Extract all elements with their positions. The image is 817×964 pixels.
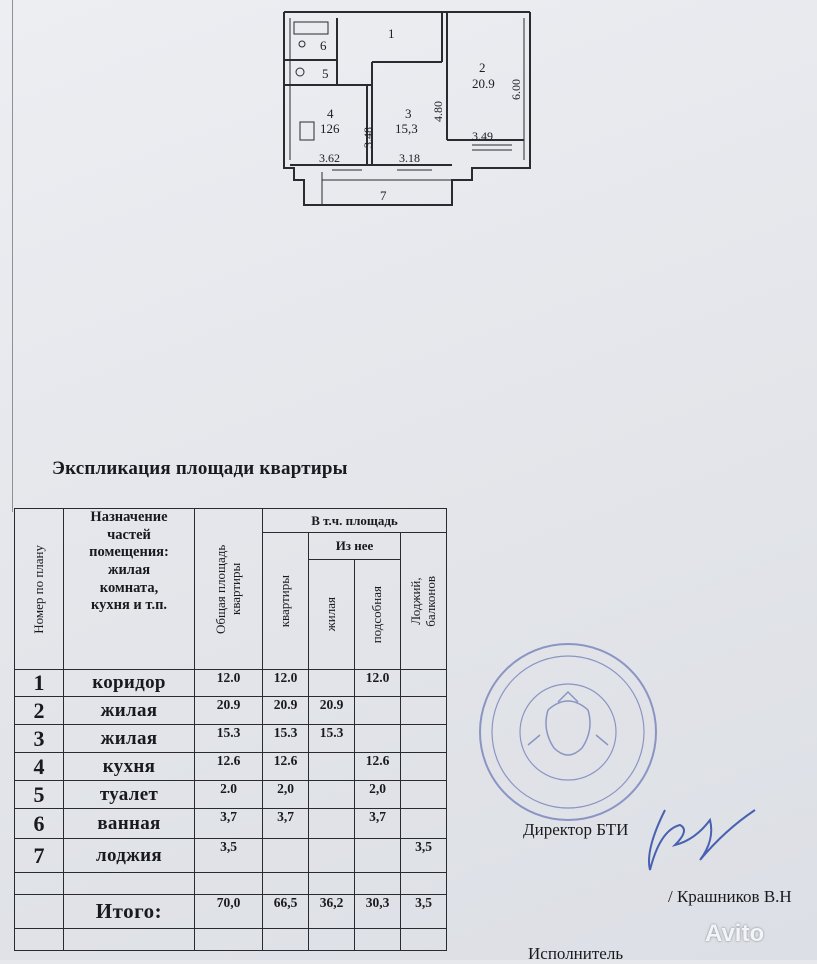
row-total: 3,7 [195, 809, 263, 839]
header-of-which: Из нее [309, 533, 401, 560]
row-auxiliary: 2,0 [355, 781, 401, 809]
table-row-empty [15, 873, 447, 895]
document-title: Экспликация площади квартиры [52, 458, 348, 479]
row-apartment: 12.6 [263, 753, 309, 781]
row-auxiliary: 12.0 [355, 670, 401, 697]
row-number: 5 [15, 781, 64, 809]
header-purpose-line: жилая [107, 562, 151, 579]
table-row [15, 839, 447, 873]
header-auxiliary [355, 560, 401, 670]
avito-watermark: Avito [705, 920, 765, 947]
row-auxiliary: 12.6 [355, 753, 401, 781]
table-row-totals [15, 895, 447, 929]
row-number: 1 [15, 670, 64, 697]
row-auxiliary [355, 725, 401, 753]
plan-room-1-label: 1 [388, 26, 395, 41]
table-row [15, 753, 447, 781]
plan-dim-3-49: 3.49 [472, 129, 493, 143]
row-living [309, 781, 355, 809]
row-name: жилая [64, 725, 195, 753]
row-loggia [401, 781, 447, 809]
signature [630, 800, 770, 880]
header-loggia-line: Лоджий, [407, 577, 423, 625]
row-auxiliary [355, 839, 401, 873]
row-apartment: 2,0 [263, 781, 309, 809]
row-apartment: 15.3 [263, 725, 309, 753]
table-row [15, 781, 447, 809]
header-loggia-line: балконов [422, 575, 438, 627]
totals-loggia: 3,5 [401, 895, 447, 929]
row-living [309, 809, 355, 839]
row-loggia [401, 697, 447, 725]
table-row [15, 725, 447, 753]
row-loggia [401, 725, 447, 753]
row-name: кухня [64, 753, 195, 781]
header-purpose-line: Назначение [90, 509, 168, 525]
row-apartment: 12.0 [263, 670, 309, 697]
row-total: 15.3 [195, 725, 263, 753]
plan-room-2-area: 20.9 [472, 76, 495, 91]
row-name: жилая [64, 697, 195, 725]
row-living [309, 753, 355, 781]
header-purpose [64, 509, 195, 670]
row-apartment: 3,7 [263, 809, 309, 839]
plan-room-5-label: 5 [322, 66, 329, 81]
row-loggia: 3,5 [401, 839, 447, 873]
totals-number-cell [15, 895, 64, 929]
header-total-area [195, 509, 263, 670]
floor-plan-drawing [262, 0, 552, 215]
row-loggia [401, 753, 447, 781]
header-auxiliary-text: подсобная [369, 585, 385, 644]
row-apartment: 20.9 [263, 697, 309, 725]
plan-room-3-area: 15,3 [395, 121, 418, 136]
row-auxiliary: 3,7 [355, 809, 401, 839]
header-loggia [401, 533, 447, 670]
plan-room-4-area: 126 [320, 121, 340, 136]
plan-dim-4-80: 4.80 [431, 101, 445, 122]
row-name: коридор [64, 670, 195, 697]
row-living [309, 670, 355, 697]
totals-living: 36,2 [309, 895, 355, 929]
row-number: 7 [15, 839, 64, 873]
row-living: 20.9 [309, 697, 355, 725]
plan-room-6-label: 6 [320, 38, 327, 53]
header-incl: В т.ч. площадь [263, 509, 447, 533]
row-living: 15.3 [309, 725, 355, 753]
row-number: 2 [15, 697, 64, 725]
plan-room-2-label: 2 [479, 60, 486, 75]
header-purpose-line: частей [107, 526, 151, 543]
header-living-text: жилая [323, 597, 339, 632]
row-name: лоджия [64, 839, 195, 873]
row-number: 3 [15, 725, 64, 753]
director-label: Директор БТИ [523, 820, 629, 839]
row-total: 3,5 [195, 839, 263, 873]
explication-table [14, 508, 447, 951]
header-purpose-line: комната, [99, 579, 159, 596]
plan-room-3-label: 3 [405, 106, 412, 121]
plan-dim-3-62: 3.62 [319, 151, 340, 165]
header-apartment [263, 533, 309, 670]
header-loggia-text [409, 576, 439, 627]
row-total: 20.9 [195, 697, 263, 725]
row-number: 6 [15, 809, 64, 839]
row-loggia [401, 670, 447, 697]
plan-room-4-label: 4 [327, 106, 334, 121]
row-apartment [263, 839, 309, 873]
row-number: 4 [15, 753, 64, 781]
table-row [15, 809, 447, 839]
margin-line [12, 0, 13, 512]
header-living [309, 560, 355, 670]
row-total: 12.0 [195, 670, 263, 697]
header-purpose-line: кухня и т.п. [90, 597, 168, 614]
executor-label: Исполнитель [528, 944, 624, 963]
plan-dim-6-00: 6.00 [509, 79, 523, 100]
table-row [15, 697, 447, 725]
plan-dim-3-48: 3.48 [361, 127, 375, 148]
row-total: 12.6 [195, 753, 263, 781]
plan-dim-3-18: 3.18 [399, 151, 420, 165]
header-total-area-text: Общая площадь квартиры [212, 544, 243, 634]
header-number [15, 509, 64, 670]
header-apartment-text: квартиры [277, 574, 293, 628]
signer-name: / Крашников В.Н [668, 887, 792, 906]
plan-room-7-label: 7 [380, 188, 387, 203]
row-auxiliary [355, 697, 401, 725]
totals-apartment: 66,5 [263, 895, 309, 929]
totals-label: Итого: [64, 895, 195, 929]
row-total: 2.0 [195, 781, 263, 809]
row-living [309, 839, 355, 873]
table-row-empty [15, 929, 447, 951]
row-loggia [401, 809, 447, 839]
row-name: ванная [64, 809, 195, 839]
table-row [15, 670, 447, 697]
totals-auxiliary: 30,3 [355, 895, 401, 929]
totals-total: 70,0 [195, 895, 263, 929]
official-seal [470, 640, 665, 825]
header-number-text: Номер по плану [30, 544, 46, 634]
row-name: туалет [64, 781, 195, 809]
header-purpose-line: помещения: [89, 544, 169, 561]
floor-plan [262, 0, 552, 215]
